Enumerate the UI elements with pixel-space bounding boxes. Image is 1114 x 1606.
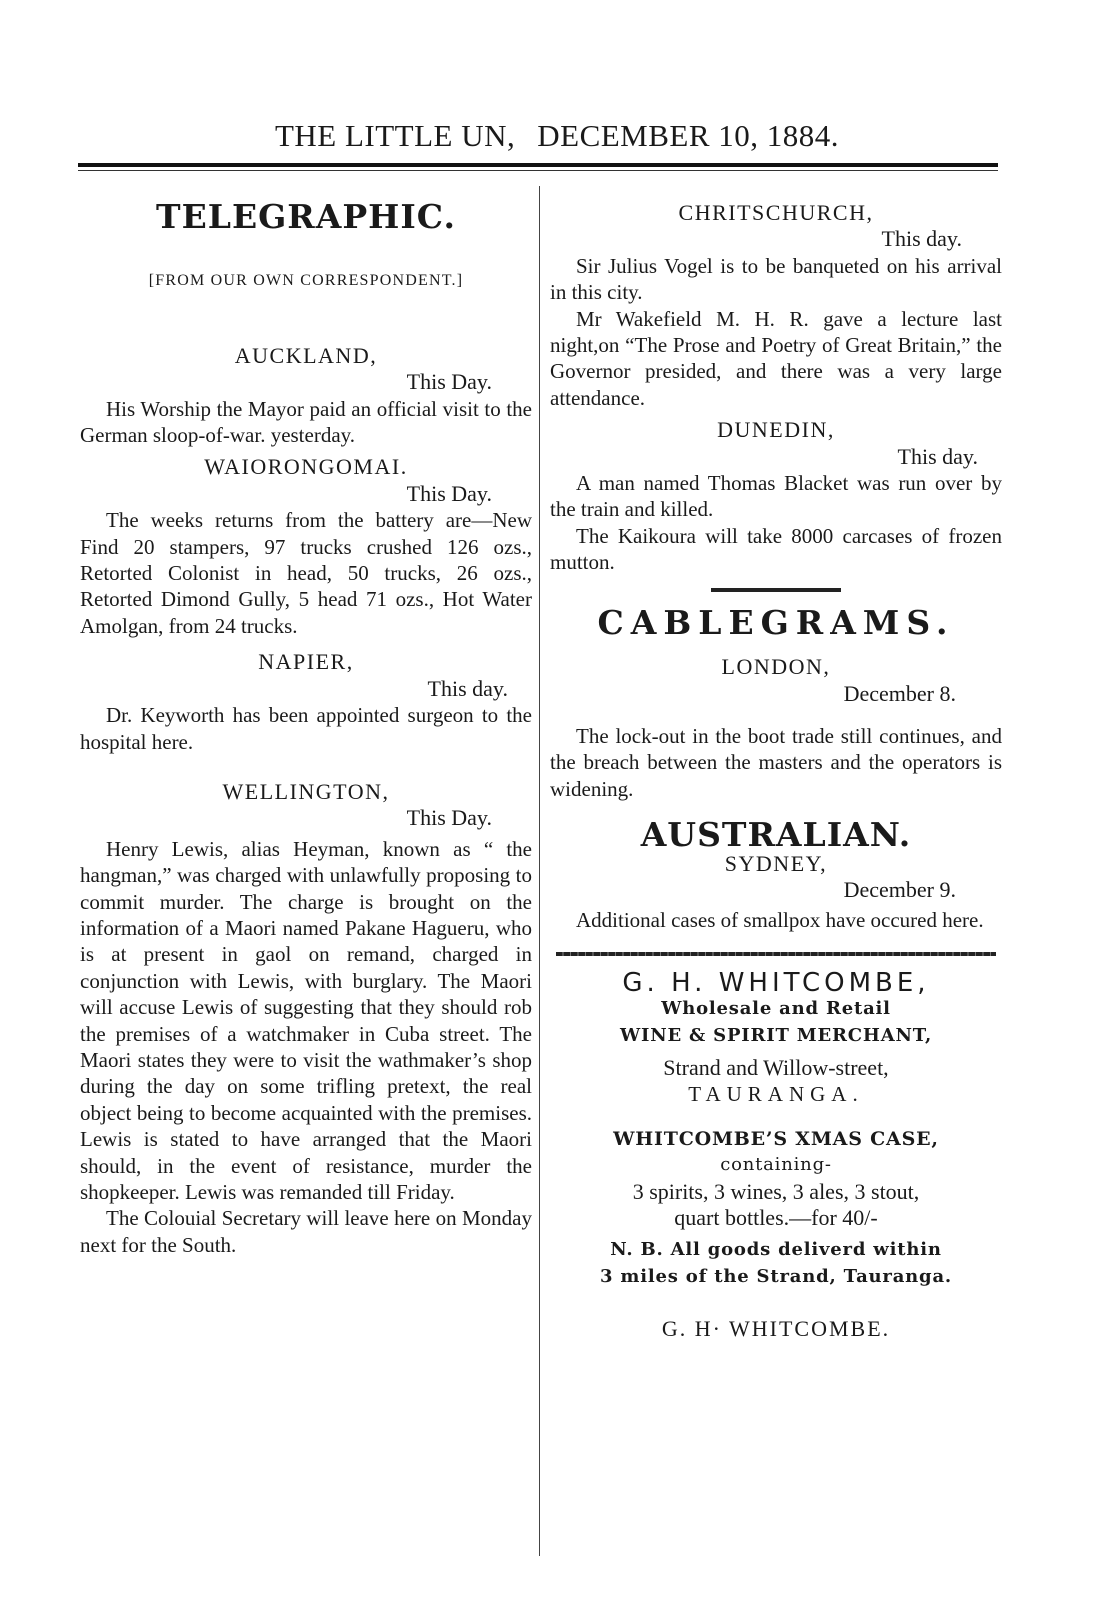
correspondent-line: [FROM OUR OWN CORRESPONDENT.]: [148, 272, 464, 290]
christchurch-place: CHRITSCHURCH,: [678, 200, 874, 225]
advert-address: Strand and Willow-street,: [663, 1054, 889, 1080]
advert-signature: G. H· WHITCOMBE.: [661, 1316, 891, 1342]
advert-contents-1: 3 spirits, 3 wines, 3 ales, 3 stout,: [632, 1178, 920, 1204]
wellington-place: WELLINGTON,: [222, 778, 390, 804]
auckland-text: His Worship the Mayor paid an official visit to the German sloop-of-war. yesterday.: [80, 396, 532, 448]
wellington-text: Henry Lewis, alias Heyman, known as “ the hangman,” was charged with unlawfully proposing to commit murder. The charge is brought on the information of a Maori named Pakane Hagueru, who is at present in gaol on remand, charged in conjunction with Lewis, with burglary. The Maori will accuse Lewis of suggesting that they should rob the premises of a watchmaker in Cuba street. The Maori states they were to visit the wathmaker’s shop during the day on some trifling pretext, the real object being to become acquainted with the premises. Lewis is stated to have arranged that the Maori should, in the event of resistance, murder the shopkeeper. Lewis was remanded till Friday.: [80, 836, 532, 1204]
napier-dateline: This day.: [427, 675, 508, 701]
london-dateline: December 8.: [843, 680, 956, 706]
australian-heading: AUSTRALIAN.: [640, 815, 912, 855]
advert-nb-1: N. B. All goods deliverd within: [610, 1239, 942, 1261]
wellington-text-2: The Colouial Secretary will leave here on Monday next for the South.: [80, 1206, 532, 1257]
auckland-dateline: This Day.: [406, 369, 492, 395]
christchurch-dateline: This day.: [881, 226, 962, 252]
london-place: LONDON,: [721, 654, 831, 680]
waiorongomai-text: The weeks returns from the battery are—New Find 20 stampers, 97 trucks crushed 126 ozs., Retorted Colonist in head, 50 trucks, 26 ozs., Retorted Dimond Gully, 5 head 71 ozs., Hot Water Amolgan, from 24 trucks.: [80, 508, 532, 638]
section-rule: [711, 588, 841, 592]
advertisement: [550, 967, 1002, 1343]
advert-name: G. H. WHITCOMBE,: [622, 967, 930, 998]
column-divider: [539, 186, 540, 1556]
napier-text: Dr. Keyworth has been appointed surgeon to the hospital here.: [80, 703, 532, 754]
sydney-text: Additional cases of smallpox have occured here.: [576, 908, 984, 933]
napier-place: NAPIER,: [258, 649, 354, 675]
london-text: The lock-out in the boot trade still continues, and the breach between the masters and the operators is widening.: [550, 723, 1002, 801]
christchurch-text-2: Mr Wakefield M. H. R. gave a lecture last night,on “The Prose and Poetry of Great Britain,” the Governor presided, and there was a very large attendance.: [550, 306, 1002, 410]
telegraphic-heading: TELEGRAPHIC.: [156, 197, 456, 236]
advert-line-2: WINE & SPIRIT MERCHANT,: [619, 1024, 933, 1046]
wellington-dateline: This Day.: [406, 805, 492, 831]
advert-town: TAURANGA.: [688, 1082, 864, 1107]
advert-contents-2: quart bottles.—for 40/-: [674, 1205, 878, 1230]
auckland-place: AUCKLAND,: [234, 342, 378, 368]
advert-nb-2: 3 miles of the Strand, Tauranga.: [600, 1265, 952, 1287]
dunedin-dateline: This day.: [897, 443, 978, 469]
left-column: [80, 196, 532, 1258]
masthead-date: DECEMBER 10, 1884.: [537, 118, 840, 153]
masthead: [0, 118, 1114, 154]
waiorongomai-place: WAIORONGOMAI.: [204, 454, 408, 480]
masthead-rule-thin: [78, 170, 998, 171]
advert-containing: containing-: [720, 1154, 832, 1176]
dunedin-place: DUNEDIN,: [717, 417, 835, 443]
christchurch-text: Sir Julius Vogel is to be banqueted on his arrival in this city.: [550, 253, 1002, 305]
advert-line-1: Wholesale and Retail: [661, 998, 891, 1020]
advert-case-title: WHITCOMBE’S XMAS CASE,: [613, 1127, 939, 1150]
waiorongomai-dateline: This Day.: [406, 480, 492, 506]
right-column: [550, 196, 1002, 1343]
masthead-title: THE LITTLE UN,: [274, 118, 516, 153]
dunedin-text: A man named Thomas Blacket was run over by the train and killed.: [550, 471, 1002, 522]
advert-rule: [556, 952, 996, 956]
cablegrams-heading: CABLEGRAMS.: [597, 602, 955, 642]
sydney-dateline: December 9.: [843, 876, 956, 902]
dunedin-text-2: The Kaikoura will take 8000 carcases of frozen mutton.: [550, 523, 1002, 575]
masthead-rule-thick: [78, 163, 998, 167]
sydney-place: SYDNEY,: [724, 850, 828, 876]
